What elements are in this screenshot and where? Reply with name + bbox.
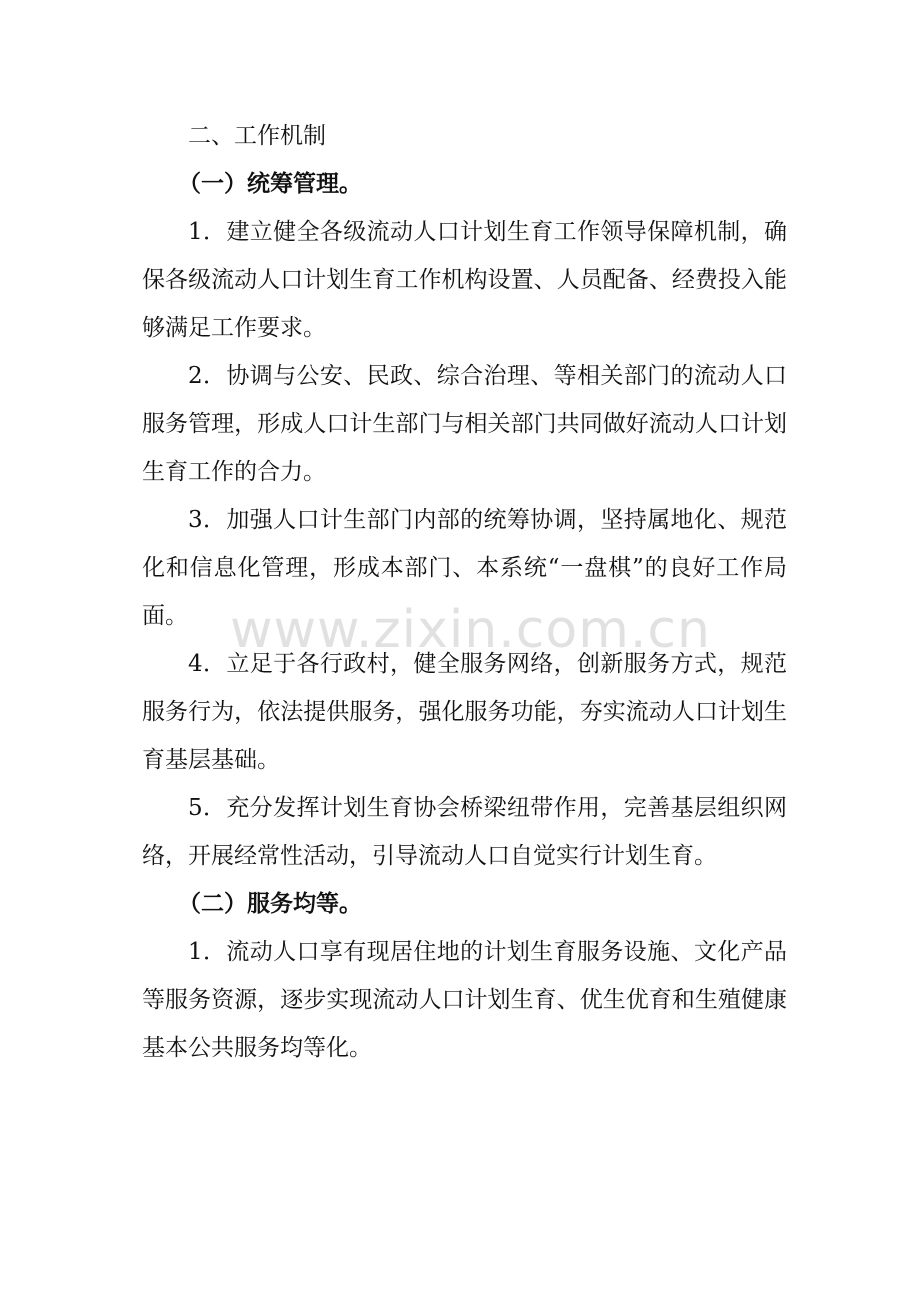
watermark-text: www.zixin.com.cn <box>230 600 711 660</box>
paragraph-1-5: 5．充分发挥计划生育协会桥梁纽带作用，完善基层组织网络，开展经常性活动，引导流动人口自觉实行计划生育。 <box>142 795 787 869</box>
paragraph-2-1: 1．流动人口享有现居住地的计划生育服务设施、文化产品等服务资源，逐步实现流动人口计划生育、优生优育和生殖健康基本公共服务均等化。 <box>142 939 787 1061</box>
paragraph-1-3: 3．加强人口计生部门内部的统筹协调，坚持属地化、规范化和信息化管理，形成本部门、本系统“一盘棋”的良好工作局面。 <box>142 507 787 629</box>
paragraph-1-1: 1．建立健全各级流动人口计划生育工作领导保障机制，确保各级流动人口计划生育工作机构设置、人员配备、经费投入能够满足工作要求。 <box>142 219 787 341</box>
section-heading: 二、工作机制 <box>188 123 326 149</box>
subsection-title-2: （二）服务均等。 <box>178 891 362 917</box>
document-body <box>142 112 787 1072</box>
subsection-title-1: （一）统筹管理。 <box>178 171 362 197</box>
paragraph-1-2: 2．协调与公安、民政、综合治理、等相关部门的流动人口服务管理，形成人口计生部门与相关部门共同做好流动人口计划生育工作的合力。 <box>142 363 787 485</box>
paragraph-1-4: 4．立足于各行政村，健全服务网络，创新服务方式，规范服务行为，依法提供服务，强化服务功能，夯实流动人口计划生育基层基础。 <box>142 651 787 773</box>
